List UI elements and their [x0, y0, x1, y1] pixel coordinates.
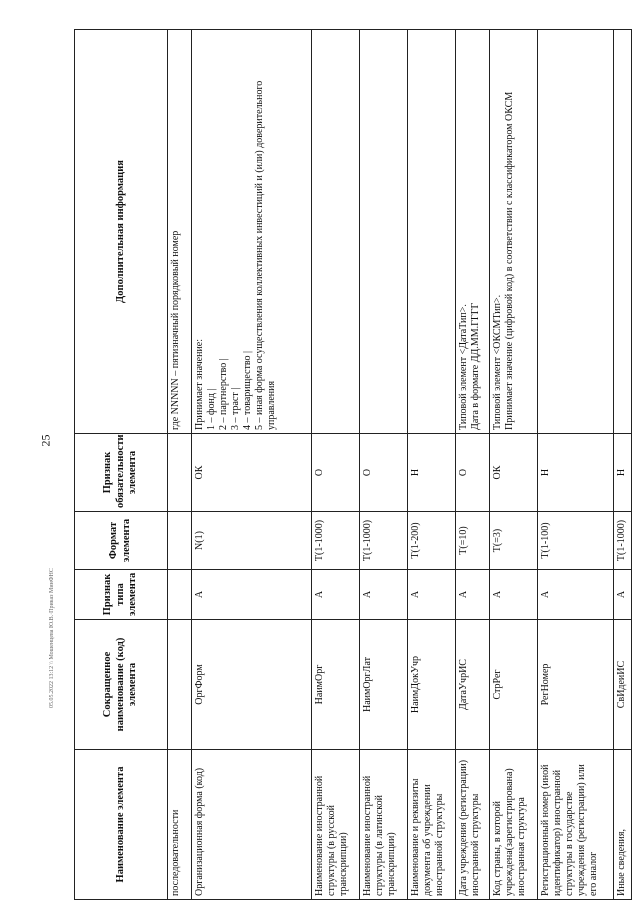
cell-required: Н	[408, 434, 456, 512]
rotated-page-content	[74, 30, 627, 900]
cell-additional	[360, 30, 408, 434]
cell-short-name: РегНомер	[538, 620, 614, 750]
additional-line: Принимает значение (цифровой код) в соответствии с классификатором ОКСМ	[504, 91, 515, 430]
header-type: Признак типа элемента	[75, 570, 168, 620]
cell-short-name: НаимОрг	[312, 620, 360, 750]
table-header-row	[75, 30, 168, 900]
additional-line: Типовой элемент <ДатаТип>.	[458, 304, 469, 430]
cell-short-name: НаимДокУчр	[408, 620, 456, 750]
header-required: Признак обязательности элемента	[75, 434, 168, 512]
cell-format	[168, 512, 192, 570]
cell-additional	[408, 30, 456, 434]
additional-line: где NNNNN – пятизначный порядковый номер	[170, 230, 181, 430]
table-row	[456, 30, 490, 900]
cell-type: А	[490, 570, 538, 620]
cell-short-name: НаимОргЛат	[360, 620, 408, 750]
cell-format: T(1-1000)	[312, 512, 360, 570]
cell-required: О	[456, 434, 490, 512]
cell-name: Иные сведения,	[614, 750, 632, 900]
cell-required: Н	[538, 434, 614, 512]
cell-additional	[456, 30, 490, 434]
elements-table	[74, 29, 632, 900]
cell-short-name: ОргФорм	[192, 620, 312, 750]
additional-line: 4 – товарищество |	[242, 351, 253, 430]
cell-type: А	[456, 570, 490, 620]
additional-line: Дата в формате ДД.ММ.ГГГГ	[470, 302, 481, 430]
cell-name: Дата учреждения (регистрации) иностранной структуры	[456, 750, 490, 900]
cell-type: А	[614, 570, 632, 620]
table-body	[168, 30, 632, 900]
cell-name: Наименование иностранной структуры (в русской транскрипции)	[312, 750, 360, 900]
cell-type: А	[408, 570, 456, 620]
table-row	[312, 30, 360, 900]
cell-format: T(1-200)	[408, 512, 456, 570]
cell-name: Наименование иностранной структуры (в латинской транскрипции)	[360, 750, 408, 900]
cell-type: А	[192, 570, 312, 620]
cell-name: последовательности	[168, 750, 192, 900]
cell-type	[168, 570, 192, 620]
cell-name: Наименование и реквизиты документа об учреждении иностранной структуры	[408, 750, 456, 900]
additional-line: Типовой элемент <ОКСМТип>.	[492, 294, 503, 430]
cell-name: Организационная форма (код)	[192, 750, 312, 900]
additional-line: Принимает значение:	[194, 338, 205, 430]
cell-type: А	[312, 570, 360, 620]
cell-name: Код страны, в которой учреждена(зарегистрирована) иностранная структура	[490, 750, 538, 900]
cell-required: ОК	[192, 434, 312, 512]
cell-format: T(1-1000)	[614, 512, 632, 570]
table-row	[192, 30, 312, 900]
header-name: Наименование элемента	[75, 750, 168, 900]
table-row	[490, 30, 538, 900]
cell-additional	[490, 30, 538, 434]
header-short-name: Сокращенное наименование (код) элемента	[75, 620, 168, 750]
cell-short-name: ДатаУчрИС	[456, 620, 490, 750]
page-number: 25	[38, 434, 53, 447]
cell-format: T(=3)	[490, 512, 538, 570]
cell-format: T(1-100)	[538, 512, 614, 570]
cell-required: Н	[614, 434, 632, 512]
additional-line: 3 – траст |	[230, 387, 241, 430]
cell-required: О	[312, 434, 360, 512]
cell-type: А	[360, 570, 408, 620]
cell-required: ОК	[490, 434, 538, 512]
cell-format: T(1-1000)	[360, 512, 408, 570]
additional-line: 2 – партнерство |	[218, 358, 229, 430]
cell-additional	[614, 30, 632, 434]
table-row	[538, 30, 614, 900]
cell-format: T(=10)	[456, 512, 490, 570]
table-row	[408, 30, 456, 900]
header-format: Формат элемента	[75, 512, 168, 570]
cell-required: О	[360, 434, 408, 512]
cell-required	[168, 434, 192, 512]
additional-line: 1 – фонд |	[206, 388, 217, 430]
cell-short-name	[168, 620, 192, 750]
cell-additional	[312, 30, 360, 434]
table-row	[168, 30, 192, 900]
table-row	[360, 30, 408, 900]
cell-format: N(1)	[192, 512, 312, 570]
cell-additional	[538, 30, 614, 434]
table-row	[614, 30, 632, 900]
footer-note: 05.05.2022 13:12 \\ Мошенцева Ю.В.·Приказ МинФНС	[49, 568, 55, 708]
cell-name: Регистрационный номер (иной идентификатор) иностранной структуры в государстве учреждения (регистрации) или его аналог	[538, 750, 614, 900]
header-additional: Дополнительная информация	[75, 30, 168, 434]
cell-additional	[192, 30, 312, 434]
additional-line: 5 – иная форма осуществления коллективных инвестиций и (или) доверительного управления	[254, 80, 277, 430]
cell-short-name: СвИдеиИС	[614, 620, 632, 750]
cell-type: А	[538, 570, 614, 620]
cell-short-name: СтрРег	[490, 620, 538, 750]
cell-additional	[168, 30, 192, 434]
